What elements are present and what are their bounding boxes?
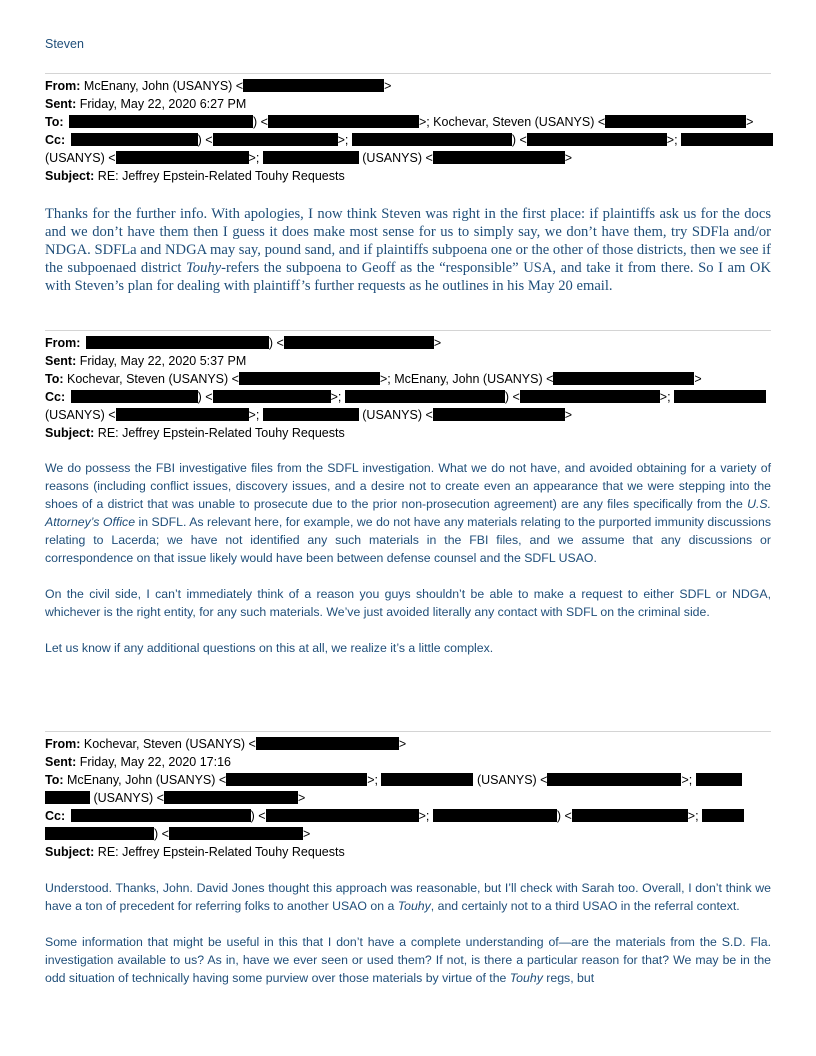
email-body-2: We do possess the FBI investigative files from the SDFL investigation. What we do not have, and avoided obtaining for a variety of reasons (including conflict issues, discovery issues, and a desire not to create even an appearance that we were stepping into the shoes of a district that was unable to prosecute due to the prior non-prosecution agreement) are any files specifically from the U.S. Attorney’s Office in SDFL. As relevant here, for example, we do not have any materials relating to the purported immunity discussions relating to Lacerda; we have not identified any such materials in the FBI files, and we assume that any discussions or correspondence on that issue likely would have been between defense counsel and the SDFL USAO. On the civil side, I can’t immediately think of a reason you guys shouldn’t be able to make a request to either SDFL or NDGA, whichever is the right entity, for any such materials. We’ve just avoided literally any contact with SDFL on the criminal side. Let us know if any additional questions on this at all, we realize it’s a little complex. bbox=[45, 461, 771, 655]
redaction bbox=[116, 408, 249, 421]
to-line-2: (USANYS) < > bbox=[45, 789, 771, 807]
redaction bbox=[553, 372, 694, 385]
to-line: To: ) < >; Kochevar, Steven (USANYS) < > bbox=[45, 115, 754, 129]
redaction bbox=[45, 791, 90, 804]
redaction bbox=[256, 737, 399, 750]
redaction bbox=[381, 773, 473, 786]
redaction bbox=[674, 390, 766, 403]
to-line: To: Kochevar, Steven (USANYS) < >; McEnany, John (USANYS) < > bbox=[45, 372, 702, 386]
redaction bbox=[605, 115, 746, 128]
redaction bbox=[696, 773, 742, 786]
divider bbox=[45, 73, 771, 74]
cc-line: Cc: ) < >; ) < >; bbox=[45, 131, 771, 149]
subject-line: Subject: RE: Jeffrey Epstein-Related Touhy Requests bbox=[45, 845, 345, 859]
redaction bbox=[572, 809, 688, 822]
redaction bbox=[681, 133, 773, 146]
redaction bbox=[520, 390, 660, 403]
sent-line: Sent: Friday, May 22, 2020 17:16 bbox=[45, 755, 231, 769]
redaction bbox=[345, 390, 505, 403]
email-header-2 bbox=[45, 334, 771, 442]
to-line: To: McEnany, John (USANYS) < >; (USANYS) < >; bbox=[45, 771, 771, 789]
signature: Steven bbox=[45, 37, 84, 51]
cc-line-2: (USANYS) < >; (USANYS) < > bbox=[45, 408, 573, 422]
redaction bbox=[71, 809, 251, 822]
redaction bbox=[527, 133, 667, 146]
from-line: From: Kochevar, Steven (USANYS) < > bbox=[45, 737, 407, 751]
redaction bbox=[352, 133, 512, 146]
redaction bbox=[263, 151, 359, 164]
redaction bbox=[263, 408, 359, 421]
redaction bbox=[116, 151, 249, 164]
redaction bbox=[433, 408, 565, 421]
redaction bbox=[164, 791, 298, 804]
from-line: From: ) < > bbox=[45, 336, 442, 350]
email-header-3 bbox=[45, 735, 771, 861]
redaction bbox=[284, 336, 434, 349]
redaction bbox=[213, 390, 331, 403]
redaction bbox=[69, 115, 253, 128]
redaction bbox=[239, 372, 380, 385]
cc-line: Cc: ) < >; ) < >; bbox=[45, 388, 771, 406]
cc-line-2: (USANYS) < >; (USANYS) < > bbox=[45, 151, 573, 165]
redaction bbox=[45, 827, 154, 840]
redaction bbox=[243, 79, 384, 92]
email-header-1 bbox=[45, 77, 771, 185]
redaction bbox=[213, 133, 338, 146]
sent-line: Sent: Friday, May 22, 2020 5:37 PM bbox=[45, 354, 247, 368]
redaction bbox=[433, 151, 565, 164]
redaction bbox=[71, 133, 198, 146]
redaction bbox=[433, 809, 557, 822]
cc-line: Cc: ) < >; ) < >; bbox=[45, 807, 771, 825]
redaction bbox=[702, 809, 744, 822]
redaction bbox=[71, 390, 198, 403]
subject-line: Subject: RE: Jeffrey Epstein-Related Touhy Requests bbox=[45, 169, 345, 183]
email-body-3: Understood. Thanks, John. David Jones thought this approach was reasonable, but I’ll check with Sarah too. Overall, I don’t think we have a ton of precedent for referring folks to another USAO on a Touhy, and certainly not to a third USAO in the referral context. Some information that might be useful in this that I don’t have a complete understanding of—are the materials from the S.D. Fla. investigation available to us? As in, have we ever seen or used them? If not, is there a particular reason for that? We may be in the odd situation of technically having some purview over those materials by virtue of the Touhy regs, but bbox=[45, 881, 771, 985]
redaction bbox=[266, 809, 419, 822]
subject-line: Subject: RE: Jeffrey Epstein-Related Touhy Requests bbox=[45, 426, 345, 440]
from-line: From: McEnany, John (USANYS) < > bbox=[45, 79, 392, 93]
redaction bbox=[169, 827, 303, 840]
email-body-1: Thanks for the further info. With apologies, I now think Steven was right in the first place: if plaintiffs ask us for the docs and we don’t have them then I guess it does make most sense for us to simply say, we don’t have them, try SDFla and/or NDGA. SDFLa and NDGA may say, pound sand, and if plaintiffs subpoena one or the other of those districts, then we see if the subpoenaed district Touhy-refers the subpoena to Geoff as the “responsible” USA, and take it from there. So I am OK with Steven’s plan for dealing with plaintiff’s further requests as he outlines in his May 20 email. bbox=[45, 206, 771, 294]
sent-line: Sent: Friday, May 22, 2020 6:27 PM bbox=[45, 97, 247, 111]
divider bbox=[45, 330, 771, 331]
redaction bbox=[86, 336, 269, 349]
cc-line-2: ) < > bbox=[45, 825, 771, 843]
redaction bbox=[226, 773, 367, 786]
redaction bbox=[268, 115, 419, 128]
divider bbox=[45, 731, 771, 732]
redaction bbox=[547, 773, 681, 786]
